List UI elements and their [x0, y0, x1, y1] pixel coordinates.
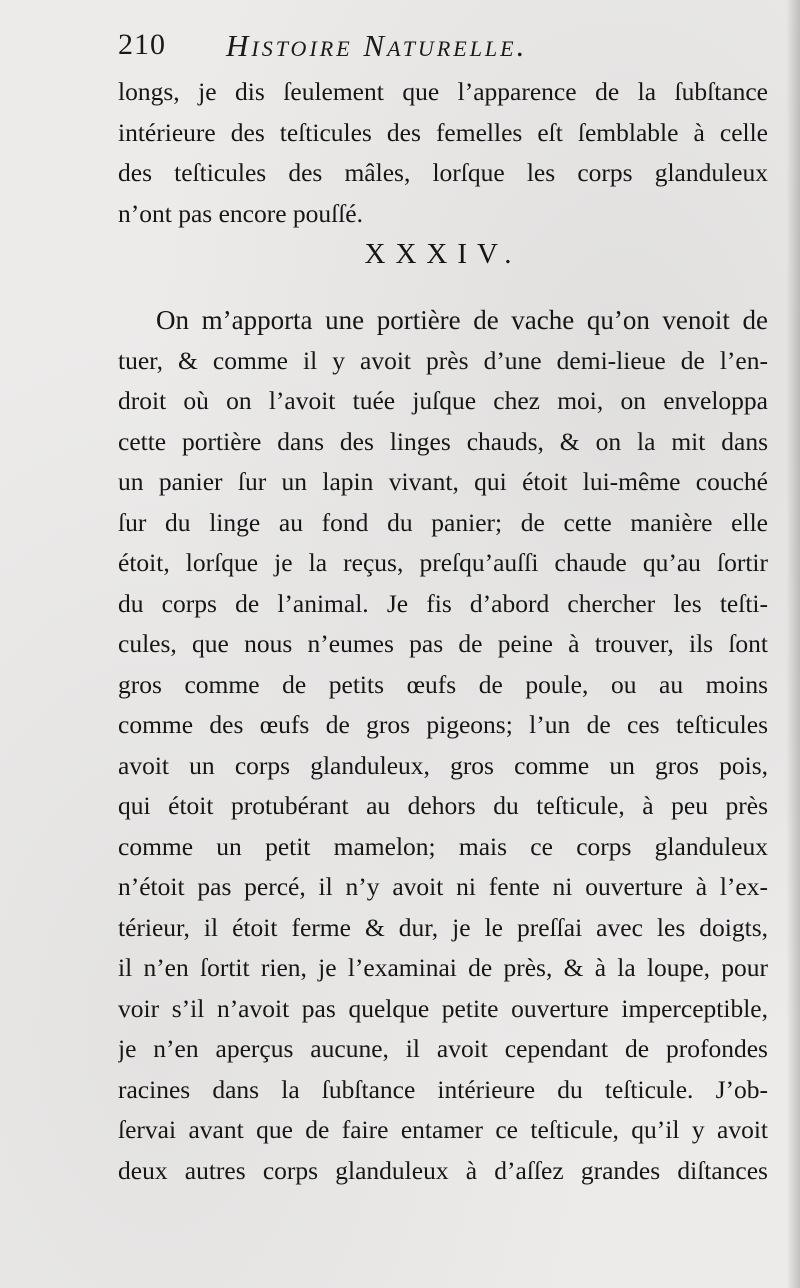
text-line: ſervai avant que de faire entamer ce teſticule, qu’il y avoit — [118, 1115, 768, 1144]
text-line: intérieure des teſticules des femelles eſt ſemblable à celle — [118, 117, 768, 147]
text-line: comme un petit mamelon; mais ce corps glanduleux — [118, 831, 768, 861]
text-line: je n’en aperçus aucune, il avoit cependant de profondes — [118, 1034, 768, 1063]
text-line: gros comme de petits œufs de poule, ou au moins — [118, 669, 768, 699]
text-line: ſur du linge au fond du panier; de cette manière elle — [118, 507, 768, 537]
text-line: avoit un corps glanduleux, gros comme un gros pois, — [118, 750, 768, 780]
text-line: des teſticules des mâles, lorſque les corps glanduleux — [118, 158, 768, 187]
text-line: racines dans la ſubſtance intérieure du teſticule. J’ob- — [118, 1074, 768, 1104]
text-line: qui étoit protubérant au dehors du teſticule, à peu près — [118, 791, 768, 820]
text-line: cette portière dans des linges chauds, & on la mit dans — [118, 426, 768, 456]
page-header — [118, 24, 778, 68]
running-title: Histoire Naturelle. — [226, 28, 528, 63]
text-line: un panier ſur un lapin vivant, qui étoit lui-même couché — [118, 467, 768, 496]
text-line: longs, je dis ſeulement que l’apparence de la ſubſtance — [118, 77, 768, 106]
text-line: n’étoit pas percé, il n’y avoit ni fente ni ouverture à l’ex- — [118, 872, 768, 901]
text-line: On m’apporta une portière de vache qu’on venoit de — [156, 305, 768, 335]
text-line: cules, que nous n’eumes pas de peine à trouver, ils ſont — [118, 629, 768, 658]
continued-paragraph — [118, 72, 768, 234]
text-line: droit où on l’avoit tuée juſque chez moi, on enveloppa — [118, 386, 768, 415]
text-line: du corps de l’animal. Je fis d’abord chercher les teſti- — [118, 588, 768, 618]
text-line: deux autres corps glanduleux à d’aſſez grandes diſtances — [118, 1155, 768, 1185]
text-line: tuer, & comme il y avoit près d’une demi-lieue de l’en- — [118, 345, 768, 375]
text-line: térieur, il étoit ferme & dur, je le preſſai avec les doigts, — [118, 912, 768, 942]
text-line: étoit, lorſque je la reçus, preſqu’auſſi chaude qu’au ſortir — [118, 548, 768, 577]
section-paragraph — [118, 300, 768, 1191]
text-line: voir s’il n’avoit pas quelque petite ouverture imperceptible, — [118, 993, 768, 1023]
text-line: il n’en ſortit rien, je l’examinai de près, & à la loupe, pour — [118, 953, 768, 982]
text-line: comme des œufs de gros pigeons; l’un de ces teſticules — [118, 710, 768, 739]
text-line: n’ont pas encore pouſſé. — [118, 198, 364, 228]
page-number: 210 — [118, 28, 166, 61]
section-heading: XXXIV. — [364, 238, 522, 270]
